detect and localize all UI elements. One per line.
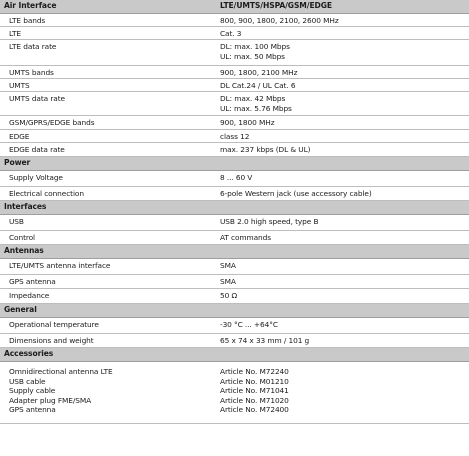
row-label: LTE data rate	[9, 42, 57, 51]
table-row	[0, 187, 469, 201]
accessory-article-number: Article No. M01210	[220, 376, 289, 386]
table-row	[0, 334, 469, 348]
accessory-article-number: Article No. M72240	[220, 367, 289, 376]
row-value: DL Cat.24 / UL Cat. 6	[220, 81, 296, 90]
section-title-air-interface: Air Interface	[4, 1, 57, 10]
row-value: 65 x 74 x 33 mm / 101 g	[220, 336, 310, 345]
row-value: 8 ... 60 V	[220, 173, 253, 182]
accessories-labels	[0, 362, 216, 423]
row-value-line: UL: max. 5.76 Mbps	[220, 103, 292, 113]
row-label: EDGE	[9, 132, 30, 141]
table-row	[0, 27, 469, 40]
row-value: class 12	[220, 132, 250, 141]
accessories-values	[216, 362, 469, 423]
table-row	[0, 79, 469, 92]
table-row	[0, 92, 469, 116]
section-title-power: Power	[0, 157, 469, 171]
row-value-line: DL: max. 42 Mbps	[220, 94, 286, 103]
accessory-label: Adapter plug FME/SMA	[9, 395, 92, 405]
row-value: 50 Ω	[220, 291, 238, 300]
accessory-label: Omnidirectional antenna LTE	[9, 367, 113, 376]
row-label: EDGE data rate	[9, 145, 65, 154]
row-label: GSM/GPRS/EDGE bands	[9, 118, 95, 127]
table-row	[0, 40, 469, 66]
row-label: UMTS bands	[9, 68, 54, 77]
accessory-article-number: Article No. M72400	[220, 405, 289, 415]
table-row	[0, 259, 469, 275]
row-value	[216, 40, 469, 65]
row-value-line: UL: max. 50 Mbps	[220, 51, 285, 61]
row-value: SMA	[220, 261, 236, 270]
section-title-general: General	[0, 304, 469, 318]
row-label: Supply Voltage	[9, 173, 63, 182]
table-row	[0, 289, 469, 304]
row-label: GPS antenna	[9, 277, 56, 286]
table-row	[0, 318, 469, 334]
table-row	[0, 275, 469, 289]
table-row	[0, 171, 469, 187]
row-value: 900, 1800 MHz	[220, 118, 275, 127]
row-label: LTE bands	[9, 16, 46, 25]
row-value: 6-pole Western jack (use accessory cable)	[220, 189, 372, 198]
row-value: USB 2.0 high speed, type B	[220, 217, 319, 226]
row-label: Dimensions and weight	[9, 336, 94, 345]
section-title-antennas: Antennas	[0, 245, 469, 259]
row-value: Cat. 3	[220, 29, 242, 38]
section-header-value: LTE/UMTS/HSPA/GSM/EDGE	[220, 1, 332, 10]
row-label: USB	[9, 217, 24, 226]
accessory-label: Supply cable	[9, 386, 56, 396]
accessory-label: GPS antenna	[9, 405, 56, 415]
table-row	[0, 14, 469, 27]
table-row	[0, 116, 469, 130]
row-value	[216, 92, 469, 115]
accessory-article-number: Article No. M71041	[220, 386, 289, 396]
row-label: Operational temperature	[9, 320, 99, 329]
section-title-accessories: Accessories	[0, 348, 469, 362]
row-value: 800, 900, 1800, 2100, 2600 MHz	[220, 16, 339, 25]
table-row	[0, 231, 469, 245]
row-label: Electrical connection	[9, 189, 84, 198]
row-label: LTE	[9, 29, 21, 38]
accessory-label: USB cable	[9, 376, 46, 386]
row-value: SMA	[220, 277, 236, 286]
table-row	[0, 130, 469, 143]
row-value: 900, 1800, 2100 MHz	[220, 68, 298, 77]
row-label: UMTS	[9, 81, 30, 90]
row-value: -30 °C ... +64°C	[220, 320, 278, 329]
row-label: LTE/UMTS antenna interface	[9, 261, 111, 270]
table-row	[0, 66, 469, 79]
table-row	[0, 215, 469, 231]
accessories-row	[0, 362, 469, 424]
row-value: AT commands	[220, 233, 271, 242]
section-header-air-interface	[0, 0, 469, 14]
section-title-interfaces: Interfaces	[0, 201, 469, 215]
row-value-line: DL: max. 100 Mbps	[220, 42, 290, 51]
row-label: Control	[9, 233, 36, 242]
accessory-article-number: Article No. M71020	[220, 395, 289, 405]
row-value: max. 237 kbps (DL & UL)	[220, 145, 311, 154]
row-label: UMTS data rate	[9, 94, 65, 103]
table-row	[0, 143, 469, 157]
row-label: Impedance	[9, 291, 50, 300]
